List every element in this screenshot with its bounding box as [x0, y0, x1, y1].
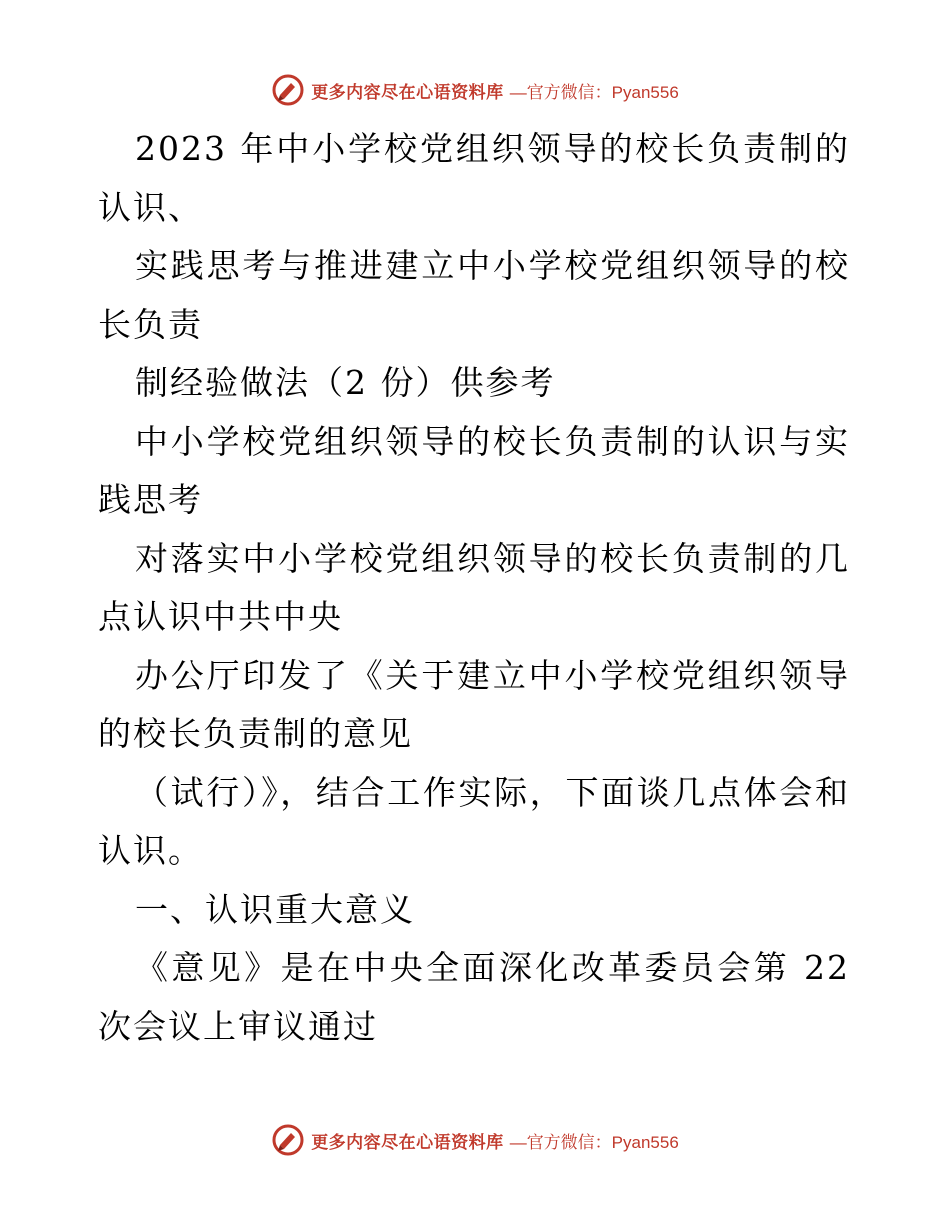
watermark-brand-text: 更多内容尽在心语资料库: [311, 1132, 504, 1153]
logo-icon: [271, 1123, 305, 1157]
section-heading: 一、认识重大意义: [135, 889, 415, 929]
watermark-official-text: —官方微信：Pyan556: [509, 82, 679, 102]
paragraph: 中小学校党组织领导的校长负责制的认识与实践思考: [98, 421, 850, 519]
footer-watermark: [0, 1120, 950, 1160]
logo-icon: [271, 73, 305, 107]
watermark-official-text: —官方微信：Pyan556: [509, 1132, 679, 1152]
document-body: [98, 120, 850, 1056]
paragraph: （试行）》，结合工作实际，下面谈几点体会和认识。: [98, 772, 850, 870]
paragraph: 实践思考与推进建立中小学校党组织领导的校长负责: [98, 246, 850, 344]
header-watermark: [0, 70, 950, 110]
paragraph: 2023 年中小学校党组织领导的校长负责制的认识、: [98, 129, 850, 227]
paragraph: 办公厅印发了《关于建立中小学校党组织领导的校长负责制的意见: [98, 655, 850, 753]
watermark-brand-text: 更多内容尽在心语资料库: [311, 82, 504, 103]
paragraph: 对落实中小学校党组织领导的校长负责制的几点认识中共中央: [98, 538, 850, 636]
paragraph: 《意见》是在中央全面深化改革委员会第 22 次会议上审议通过: [98, 948, 850, 1046]
paragraph: 制经验做法（2 份）供参考: [135, 363, 556, 402]
